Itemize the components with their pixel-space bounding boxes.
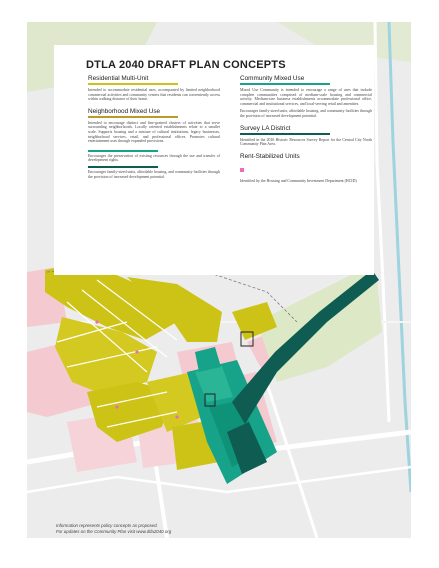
rent-stabilized-dot xyxy=(115,405,118,408)
legend-text: Intended to accommodate residential uses, accompanied by limited neighborhood commercial activities and community centers that residents can conveniently access within walking distance of their home. xyxy=(88,88,220,102)
legend-note: Encourages the preservation of existing resources through the use and transfer of development rights. xyxy=(88,153,220,163)
footer-line: Information represents policy concepts as proposed. xyxy=(56,523,158,529)
legend-title: Neighborhood Mixed Use xyxy=(88,107,161,115)
legend-color-bar xyxy=(240,83,330,85)
legend-note: Encourages family-sized units, affordable housing, and community facilities through the provision of increased development potential. xyxy=(240,109,372,118)
legend-swatch-family xyxy=(88,166,158,168)
legend-right-column xyxy=(240,75,372,189)
map-footer xyxy=(56,523,171,534)
legend-community-mixed-use xyxy=(240,75,372,119)
legend-color-bar xyxy=(88,116,178,118)
page-title: DTLA 2040 DRAFT PLAN CONCEPTS xyxy=(86,59,286,71)
rent-stabilized-dot xyxy=(95,320,98,323)
legend-title: Residential Multi-Unit xyxy=(88,75,149,82)
legend-title: Community Mixed Use xyxy=(240,75,305,82)
legend-title: Survey LA District xyxy=(240,124,291,132)
legend-color-bar xyxy=(88,83,178,85)
legend-title: Rent-Stabilized Units xyxy=(240,152,300,160)
legend-note: Encourages family-sized units, affordable housing, and community facilities through the provision of increased development potential. xyxy=(88,169,220,179)
legend-panel xyxy=(54,45,374,275)
legend-left-column xyxy=(88,75,220,182)
legend-text: Intended to encourage distinct and fine-grained clusters of activities that serve surrounding neighborhoods. Locally oriented establishments relate to a smaller scale. Supports housing and a mixture of cultural institutions, legacy businesses, neighborhood services, retail, and professional offices. Promotes cultural entertainment uses through expanded provisions. xyxy=(88,120,220,144)
rent-stabilized-dot xyxy=(135,350,138,353)
legend-rent-stabilized xyxy=(240,153,372,184)
footer-line: For updates on the Community Plan visit www.dtla2040.org xyxy=(56,528,172,534)
legend-swatch-preservation xyxy=(88,150,158,152)
legend-dot xyxy=(240,168,244,172)
legend-survey-la xyxy=(240,125,372,147)
legend-text: Identified in the 2016 Historic Resources Survey Report for the Central City North Community Plan Area. xyxy=(240,137,372,147)
legend-color-bar xyxy=(240,133,330,135)
legend-residential-multi-unit xyxy=(88,75,220,102)
legend-neighborhood-mixed-use xyxy=(88,108,220,144)
legend-text: Identified by the Housing and Community Investment Department (HCID) xyxy=(240,178,357,183)
legend-text: Mixed Use Community is intended to encourage a range of uses that include complete communities comprised of medium-scale housing and commercial activity. Medium-size business establishments accommodate professional office, commercial and institutional services, and local-serving retail and amenities. xyxy=(240,88,372,106)
rent-stabilized-dot xyxy=(175,415,178,418)
